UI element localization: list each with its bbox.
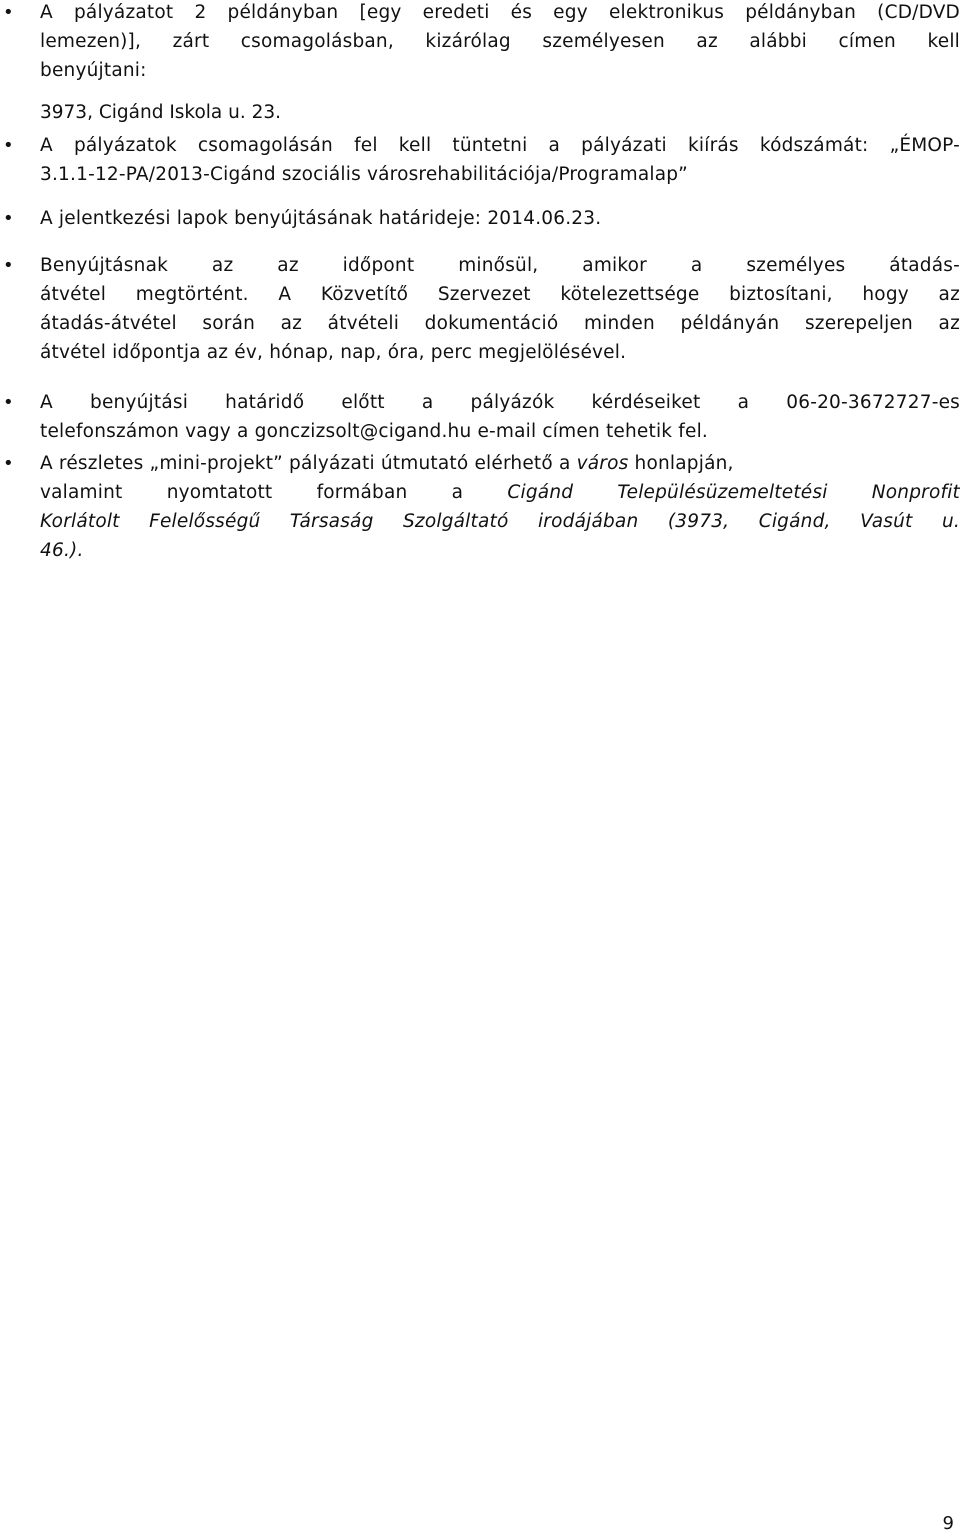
text-span: honlapján,: [628, 453, 734, 474]
bullet-icon: •: [3, 2, 14, 23]
text-line: [40, 449, 960, 478]
text-line: A jelentkezési lapok benyújtásának határideje: 2014.06.23.: [40, 208, 602, 229]
text-line: átadás-átvétel során az átvételi dokumentáció minden példányán szerepeljen az: [40, 313, 960, 334]
bullet-icon: •: [3, 208, 14, 229]
italic-text: Szolgáltató irodájában (3973, Cigánd, Vasút u.: [373, 511, 960, 532]
address-line: 3973, Cigánd Iskola u. 23.: [40, 102, 282, 123]
text-line: 3.1.1-12-PA/2013-Cigánd szociális városrehabilitációja/Programalap”: [40, 164, 688, 185]
text-line: átvétel megtörtént. A Közvetítő Szervezet kötelezettsége biztosítani, hogy az: [40, 284, 960, 305]
italic-text: város: [576, 453, 629, 474]
text-line: [40, 507, 960, 536]
list-item: [3, 0, 960, 85]
text-line: Benyújtásnak az az időpont minősül, amikor a személyes átadás-: [40, 255, 960, 276]
text-line: benyújtani:: [40, 60, 147, 81]
page-number: 9: [942, 1513, 954, 1534]
text-line: [40, 478, 960, 507]
list-item: [3, 204, 960, 233]
text-span: A részletes „mini-projekt” pályázati útmutató elérhető a: [40, 453, 577, 474]
text-line: A benyújtási határidő előtt a pályázók kérdéseiket a 06-20-3672727-es: [40, 392, 960, 413]
italic-text: Korlátolt Felelősségű Társaság: [40, 511, 374, 532]
list-item: [3, 251, 960, 367]
bullet-icon: •: [3, 135, 14, 156]
text-line: A pályázatok csomagolásán fel kell tüntetni a pályázati kiírás kódszámát: „ÉMOP-: [40, 135, 960, 156]
list-item: [3, 388, 960, 446]
list-item: [3, 449, 960, 565]
list-item: [3, 131, 960, 189]
italic-text: Cigánd Településüzemeltetési Nonprofit: [507, 482, 960, 503]
bullet-icon: •: [3, 255, 14, 276]
text-span: valamint nyomtatott formában a: [40, 482, 508, 503]
text-line: átvétel időpontja az év, hónap, nap, óra, perc megjelölésével.: [40, 342, 627, 363]
bullet-icon: •: [3, 453, 14, 474]
text-line: telefonszámon vagy a gonczizsolt@cigand.hu e-mail címen tehetik fel.: [40, 421, 709, 442]
text-line: A pályázatot 2 példányban [egy eredeti és egy elektronikus példányban (CD/DVD: [40, 2, 960, 23]
text-line: 46.).: [40, 540, 84, 561]
text-line: lemezen)], zárt csomagolásban, kizárólag személyesen az alábbi címen kell: [40, 31, 960, 52]
bullet-icon: •: [3, 392, 14, 413]
